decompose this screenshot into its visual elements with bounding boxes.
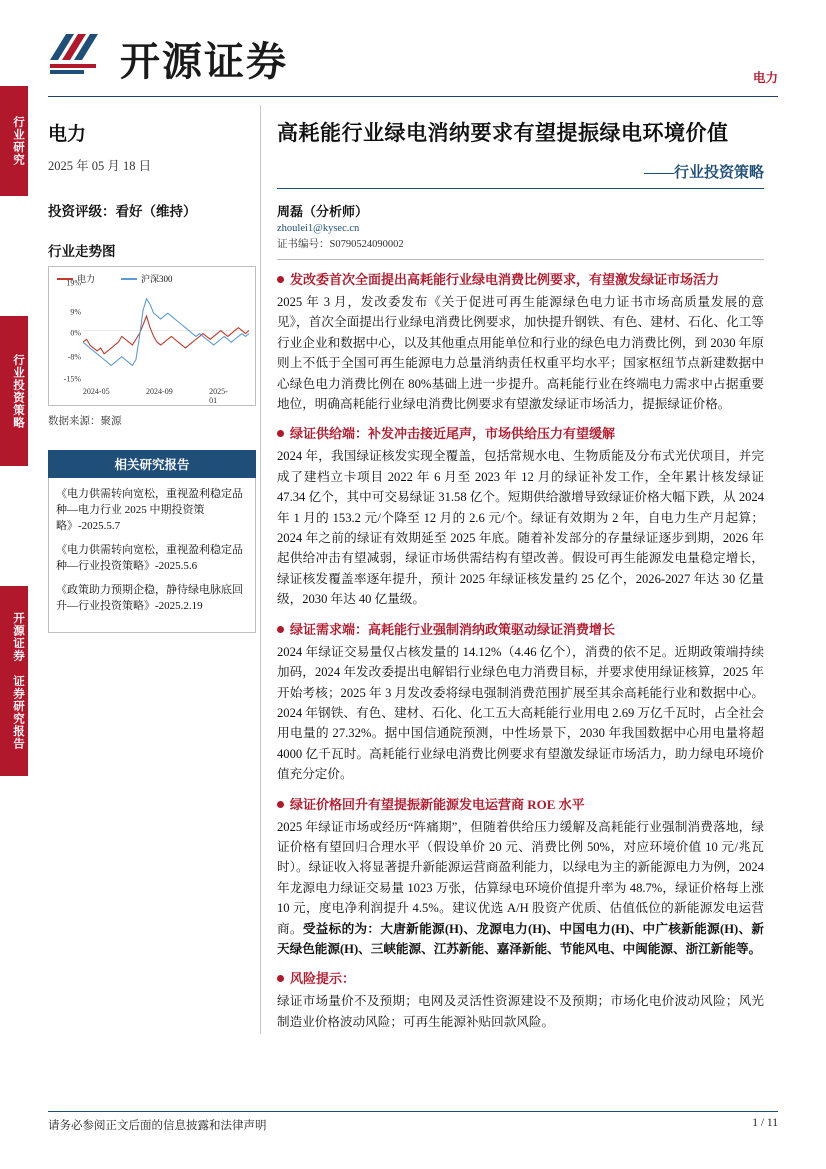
- page-number: 1 / 11: [752, 1117, 778, 1129]
- page-title: 高耗能行业绿电消纳要求有望提振绿电环境价值: [277, 121, 729, 145]
- rail-tab-securities-report: 开源证券 证券研究报告: [0, 586, 28, 776]
- legend-item-csi300: 沪深300: [121, 272, 173, 285]
- report-header: [48, 22, 778, 94]
- company-logo-icon: [48, 30, 110, 76]
- header-divider: [48, 96, 778, 97]
- company-name: 开源证券: [120, 39, 288, 84]
- related-reports-list: [48, 478, 256, 633]
- rail-tab-industry-strategy: 行业投资策略: [0, 316, 28, 466]
- section-heading: 绿证需求端：高耗能行业强制消纳政策驱动绿证消费增长: [277, 620, 764, 639]
- list-item[interactable]: 《政策助力预期企稳，静待绿电脉底回升—行业投资策略》-2025.2.19: [56, 584, 243, 612]
- analyst-name: 周磊（分析师）: [277, 204, 369, 219]
- report-subtitle: ——行业投资策略: [643, 165, 764, 181]
- investment-rating: 投资评级：看好（维持）: [48, 204, 197, 219]
- section-paragraph: 2024 年，我国绿证核发实现全覆盖，包括常规水电、生物质能及分布式光伏项目，并完成了建档立卡项目 2022 年 6 月至 2023 年 12 月的绿证补发工作，全年累计核发绿证 47.34 亿个，其中可交易绿证 31.58 亿个。短期供给激增导致绿证价格大幅下跌，从 2024 年 1 月的 153.2 元/个降至 12 月的 2.6 元/个。绿证有效期为 2 年，自电力生产月起算；2024 年之前的绿证有效期延至 2025 年底。随着补发部分的存量绿证逐步到期，2026 年起供给冲击有望减弱，绿证市场供需结构有望改善。假设可再生能源发电量稳定增长，绿证核发覆盖率逐年提升，预计 2025 年绿证核发量约 25 亿个，2026-2027 年达 30 亿量级，2030 年达 40 亿量级。: [277, 449, 764, 607]
- section-paragraph: 2024 年绿证交易量仅占核发量的 14.12%（4.46 亿个），消费的依不足。近期政策端持续加码，2024 年发改委提出电解铝行业绿色电力消费目标，并要求使用绿证核算，2025 年开始考核；2025 年 3 月发改委将绿电强制消费范围扩展至其余高耗能行业和数据中心。2024 年钢铁、有色、建材、石化、化工五大高耗能行业用电 2.69 万亿千瓦时，占全社会用电量的 27.32%。据中国信通院预测，中性场景下，2030 年我国数据中心用电量将超 4000 亿千瓦时。高耗能行业绿电消费比例要求有望激发绿证市场活力，助力绿电环境价值充分定价。: [277, 644, 764, 782]
- risk-label: 风险提示：: [290, 971, 356, 987]
- report-date: 2025 年 05 月 18 日: [48, 159, 152, 173]
- sector-tag: 电力: [752, 71, 778, 85]
- left-column: [48, 105, 260, 1034]
- section-heading: 绿证价格回升有望提振新能源发电运营商 ROE 水平: [277, 795, 764, 814]
- report-page: [48, 0, 778, 1169]
- content-divider: [277, 259, 764, 260]
- trend-chart-title: 行业走势图: [48, 244, 116, 259]
- left-rail: [0, 86, 28, 792]
- industry-name: 电力: [48, 124, 87, 145]
- list-item[interactable]: 《电力供需转向宽松，重视盈利稳定品种—行业投资策略》-2025.5.6: [56, 544, 243, 572]
- analyst-email[interactable]: zhoulei1@kysec.cn: [277, 223, 360, 234]
- risk-paragraph: 绿证市场量价不及预期；电网及灵活性资源建设不及预期；市场化电价波动风险；风光制造业价格波动风险；可再生能源补贴回款风险。: [277, 994, 764, 1029]
- legend-item-power: 电力: [57, 272, 95, 285]
- chart-plot-area: [83, 287, 249, 386]
- risk-heading: [277, 969, 764, 988]
- section-body-text: 2025 年绿证市场或经历“阵痛期”，但随着供给压力缓解及高耗能行业强制消费落地，绿证价格有望回归合理水平（假设单价 20 元、消费比例 50%，对应环境价值 10 元/兆瓦时）。绿证收入将显著提升新能源运营商盈利能力，以绿电为主的新能源电力为例，2024 年龙源电力绿证交易量 1023 万张，估算绿电环境价值提升率为 48.7%，绿证价格每上涨 10 元，度电净利润提升 4.5%。建议优选 A/H 股资产优质、估值低位的新能源发电运营商。: [277, 819, 764, 936]
- right-column: [260, 105, 764, 1034]
- section-paragraph: 2025 年 3 月，发改委发布《关于促进可再生能源绿色电力证书市场高质量发展的意见》，首次全面提出行业绿电消费比例要求，加快提升钢铁、有色、建材、石化、化工等行业企业和数据中心，以及其他重点用能单位和行业的绿色电力消费比例，到 2030 年原则上不低于全国可再生能源电力总量消纳责任权重平均水平；国家枢纽节点新建数据中心绿色电力消费比例在 80%基础上进一步提升。高耗能行业在终端电力需求中占据重要地位，明确高耗能行业绿电消费比例要求有望激发绿证市场活力，提振绿证价格。: [277, 295, 764, 412]
- section-paragraph: [277, 817, 764, 960]
- page-footer: [48, 1111, 778, 1133]
- section-heading: 发改委首次全面提出高耗能行业绿电消费比例要求，有望激发绿证市场活力: [277, 270, 764, 289]
- beneficiary-targets: 受益标的为：大唐新能源(H)、龙源电力(H)、中国电力(H)、中广核新能源(H)、新天绿色能源(H)、三峡能源、江苏新能、嘉泽新能、节能风电、中闽能源、浙江新能等。: [277, 921, 765, 956]
- section-heading: 绿证供给端：补发冲击接近尾声，市场供给压力有望缓解: [277, 424, 764, 443]
- chart-x-axis: 2024-05 2024-09 2025-01: [82, 387, 228, 405]
- list-item[interactable]: 《电力供需转向宽松，重视盈利稳定品种—电力行业 2025 中期投资策略》-2025.5.7: [56, 488, 243, 532]
- related-reports-header: 相关研究报告: [48, 450, 256, 478]
- analyst-certificate: 证书编号：S0790524090002: [277, 239, 404, 250]
- chart-y-axis: 19% 9% 0% -8% -15%: [63, 278, 81, 384]
- chart-source: 数据来源：聚源: [48, 416, 122, 427]
- industry-trend-chart: [48, 266, 256, 406]
- rail-tab-industry-research: 行业研究: [0, 86, 28, 196]
- subtitle-divider: [277, 188, 764, 189]
- footer-note: 请务必参阅正文后面的信息披露和法律声明: [48, 1120, 267, 1132]
